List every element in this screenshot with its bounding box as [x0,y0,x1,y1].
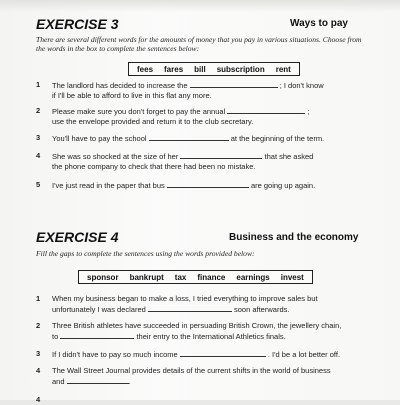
answer-blank[interactable] [190,80,278,88]
word-box-item: fees [137,64,154,74]
exercise-3-word-box [128,62,300,76]
item-number: 4 [36,366,41,375]
answer-blank[interactable] [67,376,129,384]
word-box-item: rent [275,64,291,74]
item-text: that she asked [264,152,314,161]
item-text: their entry to the International Athletics finals. [136,331,286,341]
item-text: unfortunately I was declared [52,304,146,314]
item-text: the phone company to check that there had been no mistake. [52,161,256,171]
exercise-4-word-box [78,270,313,284]
item-number: 3 [36,133,41,142]
item-text: . [128,376,131,386]
exercise-3-header [36,16,118,32]
answer-blank[interactable] [167,180,249,188]
item-number: 4 [36,151,41,160]
exercise-3-title: EXERCISE 3 [36,16,119,32]
item-text: ; [307,107,310,116]
item-text: soon afterwards. [234,304,290,314]
page-shadow [0,0,400,12]
item-text: ; I don't know [279,81,324,90]
answer-blank[interactable] [60,331,134,339]
exercise-4-title: EXERCISE 4 [36,229,119,245]
exercise-4-header [36,229,118,245]
item-text: use the envelope provided and return it to the club secretary. [52,116,254,126]
word-box-item: finance [197,272,226,282]
item-text: and [52,376,65,386]
exercise-4-instructions: Fill the gaps to complete the sentences using the words provided below: [36,249,255,258]
answer-blank[interactable] [180,151,262,159]
answer-blank[interactable] [227,106,305,114]
item-text: Three British athletes have succeeded in persuading British Crown, the jewellery chain, [52,321,342,330]
word-box-item: earnings [236,272,270,282]
item-text: The Wall Street Journal provides details of the current shifts in the world of business [52,366,331,375]
word-box-item: bankrupt [129,272,164,282]
item-text: are going up again. [250,181,316,190]
word-box-item: invest [280,272,304,282]
item-text: . I'd be a lot better off. [267,350,341,359]
word-box-item: sponsor [87,272,119,282]
item-text: When my business began to make a loss, I tried everything to improve sales but [52,294,318,303]
item-number: 1 [36,80,41,89]
answer-blank[interactable] [180,349,266,357]
word-box-item: tax [174,272,187,282]
item-text: Please make sure you don't forget to pay the annual [52,107,226,116]
item-number: 3 [36,349,41,358]
exercise-3-topic: Ways to pay [290,18,348,29]
item-number: 1 [36,294,41,303]
item-text: I've just read in the paper that bus [52,181,165,190]
item-number: 4 [36,395,41,404]
item-text: at the beginning of the term. [230,134,325,143]
exercise-4-topic: Business and the economy [229,232,359,243]
item-text: If I didn't have to pay so much income [52,350,178,359]
word-box-item: fares [164,64,184,74]
item-text: if I'll be able to afford to live in this flat any more. [52,90,212,100]
word-box-item: subscription [216,64,265,74]
answer-blank[interactable] [149,133,229,141]
item-number: 2 [36,106,41,115]
item-text: The landlord has decided to increase the [52,81,188,90]
item-text: You'll have to pay the school [52,134,147,143]
item-text: She was so shocked at the size of her [52,152,179,161]
item-text: to [52,331,59,341]
item-number: 5 [36,180,41,189]
answer-blank[interactable] [148,304,232,312]
word-box-item: bill [194,64,206,74]
item-number: 2 [36,321,41,330]
exercise-3-instructions: There are several different words for the amounts of money that you pay in various situations. Choose from the words in the box to complete the sentences below: [36,35,362,53]
